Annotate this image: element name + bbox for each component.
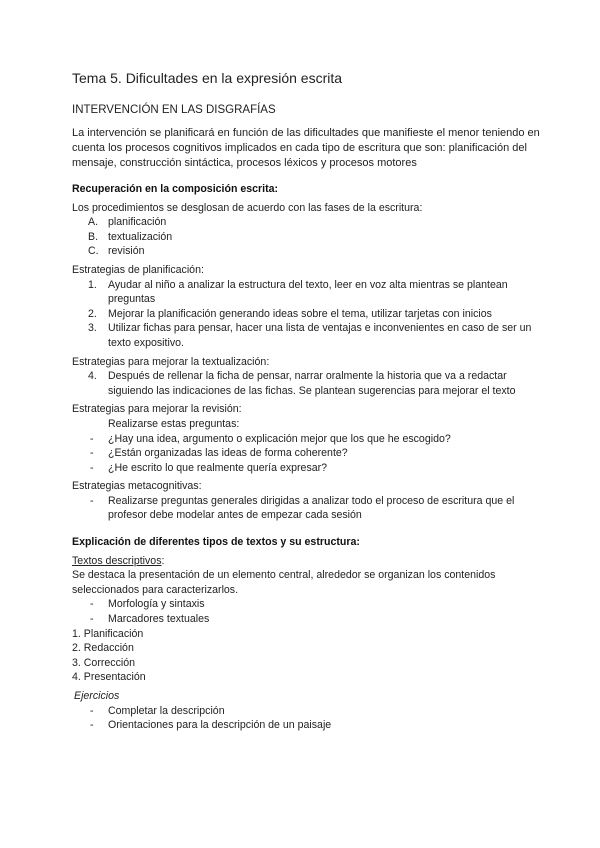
step-line: 2. Redacción [72, 642, 134, 655]
list-marker: - [90, 432, 94, 445]
list-text: Marcadores textuales [108, 613, 210, 626]
list-marker: 4. [88, 370, 97, 383]
list-item [72, 718, 542, 733]
list-item [72, 215, 542, 230]
list-text: Realizarse preguntas generales dirigidas a analizar todo el proceso de escritura que el profesor debe modelar antes de empezar cada sesión [108, 494, 515, 522]
step-line: 3. Corrección [72, 656, 135, 669]
list-text: ¿Hay una idea, argumento o explicación mejor que los que he escogido? [108, 432, 451, 445]
list-text: textualización [108, 230, 173, 243]
list-marker: 3. [88, 322, 97, 335]
list-item [72, 278, 542, 307]
list-text: Completar la descripción [108, 704, 225, 717]
list-item [72, 307, 542, 322]
list-text: Morfología y sintaxis [108, 598, 205, 611]
list-text: planificación [108, 216, 167, 229]
list-text: Utilizar fichas para pensar, hacer una lista de ventajas e inconvenientes en caso de ser un texto expositivo. [108, 322, 532, 349]
list-text: revisión [108, 245, 145, 258]
planificacion-heading: Estrategias de planificación: [72, 263, 204, 276]
list-item [72, 432, 542, 447]
recuperacion-heading: Recuperación en la composición escrita: [72, 183, 279, 195]
textos-descriptivos-line [72, 554, 542, 569]
revision-heading: Estrategias para mejorar la revisión: [72, 403, 242, 416]
ejercicios-label: Ejercicios [74, 690, 120, 702]
list-item [72, 704, 542, 719]
list-marker: - [90, 447, 94, 460]
list-text: Mejorar la planificación generando ideas sobre el tema, utilizar tarjetas con inicios [108, 307, 492, 320]
label-colon: : [161, 554, 165, 567]
list-item [72, 321, 542, 350]
recuperacion-lead: Los procedimientos se desglosan de acuerdo con las fases de la escritura: [72, 201, 423, 214]
list-marker: A. [88, 216, 99, 229]
textualizacion-heading: Estrategias para mejorar la textualización: [72, 355, 270, 368]
list-item [72, 597, 542, 612]
list-marker: C. [88, 245, 99, 258]
list-marker: - [90, 613, 94, 626]
step-line: 1. Planificación [72, 627, 144, 640]
textos-descriptivos-desc: Se destaca la presentación de un elemento central, alrededor se organizan los contenidos seleccionados para caracterizarlos. [72, 569, 496, 596]
list-marker: - [90, 704, 94, 717]
list-text: Ayudar al niño a analizar la estructura del texto, leer en voz alta mientras se plantean preguntas [108, 278, 508, 306]
list-item [72, 244, 542, 259]
intro-paragraph: La intervención se planificará en función de las dificultades que manifieste el menor teniendo en cuenta los procesos cognitivos implicados en cada tipo de escritura que son: planificación del mensaje, construcción sintáctica, procesos léxicos y procesos motores [72, 127, 540, 169]
list-item [72, 461, 542, 476]
list-text: ¿Están organizadas las ideas de forma coherente? [108, 447, 348, 460]
explicacion-heading: Explicación de diferentes tipos de textos y su estructura: [72, 536, 360, 549]
list-item [72, 446, 542, 461]
document-title: Tema 5. Dificultades en la expresión escrita [72, 70, 343, 86]
textos-descriptivos-label: Textos descriptivos [72, 554, 162, 567]
list-marker: - [90, 598, 94, 611]
list-marker: 2. [88, 307, 97, 320]
list-item [72, 612, 542, 627]
list-text: Después de rellenar la ficha de pensar, narrar oralmente la historia que va a redactar siguiendo las indicaciones de las fichas. Se plantean sugerencias para mejorar el texto [108, 370, 516, 397]
list-text: Orientaciones para la descripción de un paisaje [108, 719, 332, 732]
section-subtitle: INTERVENCIÓN EN LAS DISGRAFÍAS [72, 104, 276, 116]
list-marker: 1. [88, 278, 97, 291]
step-line: 4. Presentación [72, 671, 146, 684]
list-item [72, 369, 542, 398]
metacognitivas-heading: Estrategias metacognitivas: [72, 480, 202, 493]
list-text: ¿He escrito lo que realmente quería expresar? [108, 461, 328, 474]
revision-lead: Realizarse estas preguntas: [108, 417, 240, 430]
list-item [72, 494, 542, 523]
list-marker: B. [88, 230, 99, 243]
content-flow [72, 182, 542, 733]
list-item [72, 230, 542, 245]
list-marker: - [90, 494, 94, 507]
list-marker: - [90, 719, 94, 732]
list-marker: - [90, 461, 94, 474]
